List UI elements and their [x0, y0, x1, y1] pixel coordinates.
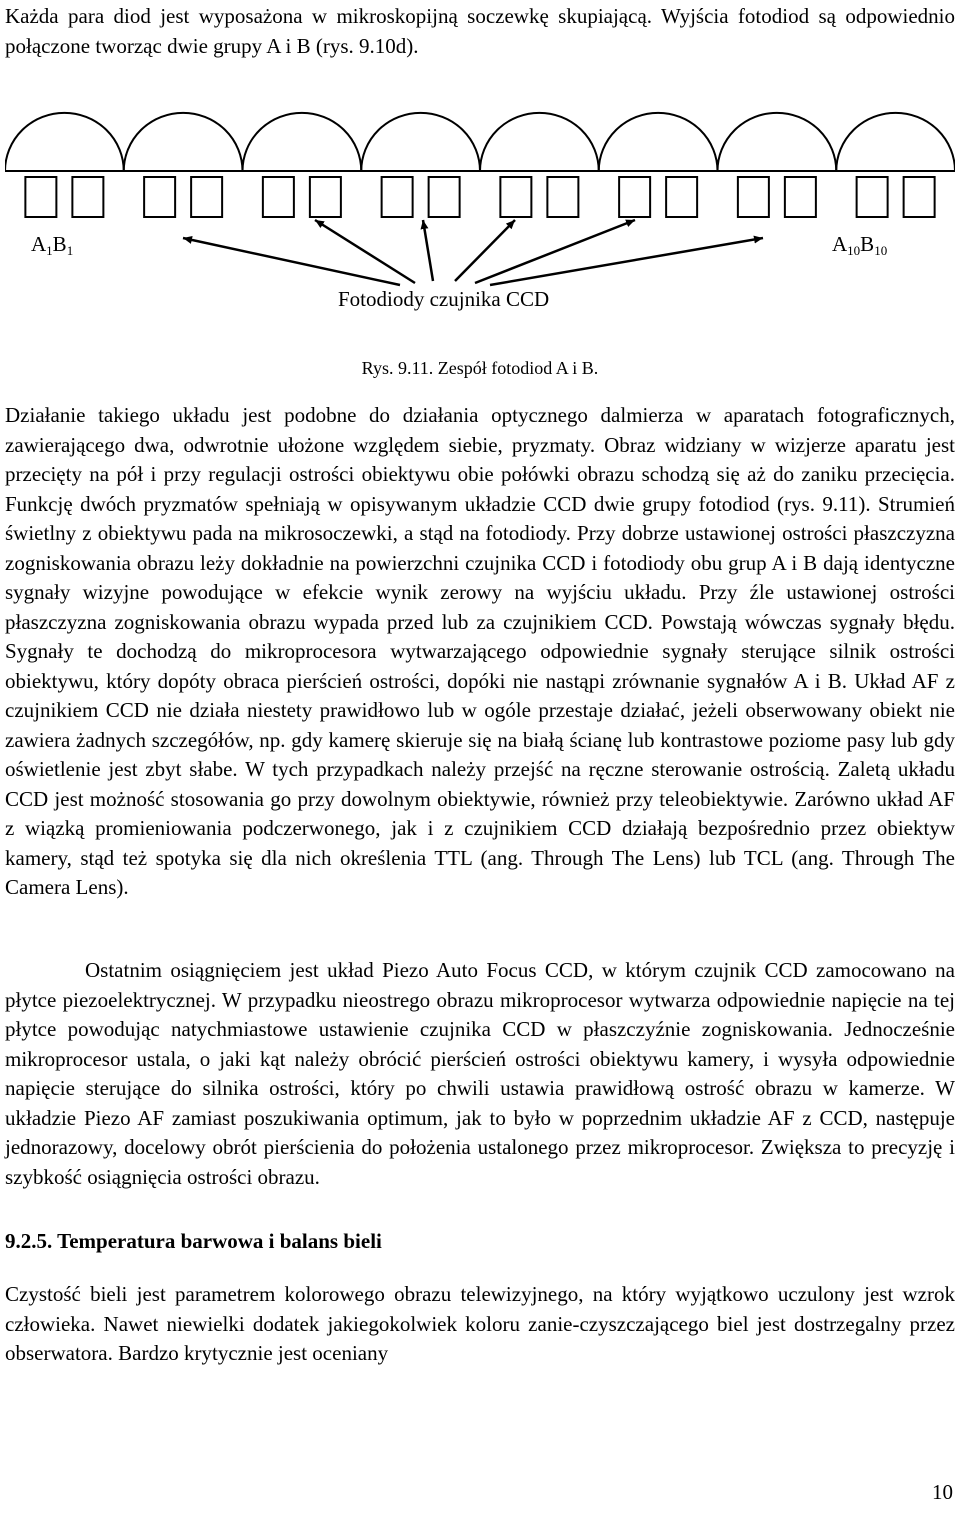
photodiode-cell: [429, 177, 460, 217]
paragraph-piezo-af: Ostatnim osiągnięciem jest układ Piezo Auto Focus CCD, w którym czujnik CCD zamocowano na płytce piezoelektrycznej. W przypadku nieostrego obrazu mikroprocesor wytwarza odpowiednie napięcie na tej płytce powodując natychmiastowe ustawienie czujnika CCD w płaszczyźnie zogniskowania. Jednocześnie mikroprocesor ustala, o jaki kąt należy obrócić pierścień ostrości obiektywu kamery, i wysyła odpowiednie napięcie sterujące do silnika ostrości, który po chwili ustawia prawidłową ostrość obrazu w kamerze. W układzie Piezo AF zamiast poszukiwania optimum, jak to było w poprzednim układzie AF z CCD, następuje jednorazowy, docelowy obrót pierścienia do położenia ustalonego przez mikroprocesor. Zwiększa to precyzję i szybkość osiągnięcia ostrości obrazu.: [5, 958, 955, 1189]
pointer-arrows: [183, 220, 763, 285]
pointer-arrow: [423, 220, 433, 281]
photodiode-cell: [738, 177, 769, 217]
microlens-arc: [480, 113, 599, 171]
microlens-arc: [599, 113, 718, 171]
photodiode-cell: [857, 177, 888, 217]
photodiode-cell: [904, 177, 935, 217]
photodiode-cell: [785, 177, 816, 217]
microlens-arc: [361, 113, 480, 171]
photodiode-cell: [547, 177, 578, 217]
microlens-arc: [243, 113, 362, 171]
microlens-arc: [718, 113, 837, 171]
microlens-row: [5, 113, 955, 171]
photodiode-cell: [144, 177, 175, 217]
paragraph-af-ccd: Działanie takiego układu jest podobne do działania optycznego dalmierza w aparatach fotograficznych, zawierającego dwa, odwrotnie ułożone względem siebie, pryzmaty. Obraz widziany w wizjerze aparatu jest przecięty na pół i przy regulacji ostrości obiektywu obie połówki obrazu schodzą się aż do zaniku przecięcia. Funkcję dwóch pryzmatów spełniają w opisywanym układzie CCD dwie grupy fotodiod (rys. 9.11). Strumień świetlny z obiektywu pada na mikrosoczewki, a stąd na fotodiody. Przy dobrze ustawionej ostrości płaszczyzna zogniskowania obrazu leży dokładnie na powierzchni czujnika CCD i fotodiody obu grup A i B dają identyczne sygnały wizyjne powodujące w efekcie wynik zerowy na wyjściu układu. Przy źle ustawionej ostrości płaszczyzna zogniskowania obrazu wypada przed lub za czujnikiem CCD. Powstają wówczas sygnały błędu. Sygnały te dochodzą do mikroprocesora wytwarzającego odpowiednie sygnały sterujące silnik ostrości obiektywu, który dopóty obraca pierścień ostrości, dopóki nie nastąpi zrównanie sygnałów A i B. Układ AF z czujnikiem CCD nie działa niestety prawidłowo lub w ogóle przestaje działać, jeżeli obserwowany obiekt nie zawiera żadnych szczegółów, np. gdy kamerę skieruje się na białą ścianę lub kontrastowe poziome pasy lub gdy oświetlenie jest zbyt słabe. W tych przypadkach należy przejść na ręczne sterowanie ostrością. Zaletą układu CCD jest możność stosowania go przy dowolnym obiektywie, również przy teleobiektywie. Zarówno układ AF z wiązką promieniowania podczerwonego, jak i z czujnikiem CCD działają bezpośrednio przez obiektyw kamery, stąd też spotyka się dla nich określenia TTL (ang. Through The Lens) lub TCL (ang. Through The Camera Lens).: [5, 403, 955, 899]
photodiode-cell: [666, 177, 697, 217]
section-heading: 9.2.5. Temperatura barwowa i balans bieli: [5, 1229, 382, 1253]
intro-paragraph: Każda para diod jest wyposażona w mikroskopijną soczewkę skupiającą. Wyjścia fotodiod są odpowiednio połączone tworząc dwie grupy A i B (rys. 9.10d).: [5, 4, 955, 58]
photodiode-cell: [619, 177, 650, 217]
photodiode-cell: [72, 177, 103, 217]
photodiode-cell: [191, 177, 222, 217]
photodiode-cell: [310, 177, 341, 217]
figure-caption: Rys. 9.11. Zespół fotodiod A i B.: [361, 358, 599, 378]
photodiode-cell: [382, 177, 413, 217]
microlens-arc: [836, 113, 955, 171]
diode-label-last: A10B10: [832, 232, 888, 258]
photodiode-cell: [500, 177, 531, 217]
microlens-arc: [124, 113, 243, 171]
pointer-arrow: [315, 220, 415, 283]
photodiode-cell: [263, 177, 294, 217]
photodiode-row: [25, 177, 934, 217]
diode-label-first: A1B1: [31, 232, 74, 258]
microlens-arc: [5, 113, 124, 171]
paragraph-white-balance: Czystość bieli jest parametrem kolorowego obrazu telewizyjnego, na który wyjątkowo uczulony jest wzrok człowieka. Nawet niewielki dodatek jakiegokolwiek koloru zanie-czyszczającego biel jest dostrzegalny przez obserwatora. Bardzo krytycznie jest oceniany: [5, 1282, 955, 1365]
diagram-center-label: Fotodiody czujnika CCD: [338, 287, 550, 311]
page-number: 10: [932, 1480, 953, 1504]
photodiode-cell: [25, 177, 56, 217]
photodiode-diagram: [5, 0, 955, 330]
pointer-arrow: [183, 238, 400, 285]
